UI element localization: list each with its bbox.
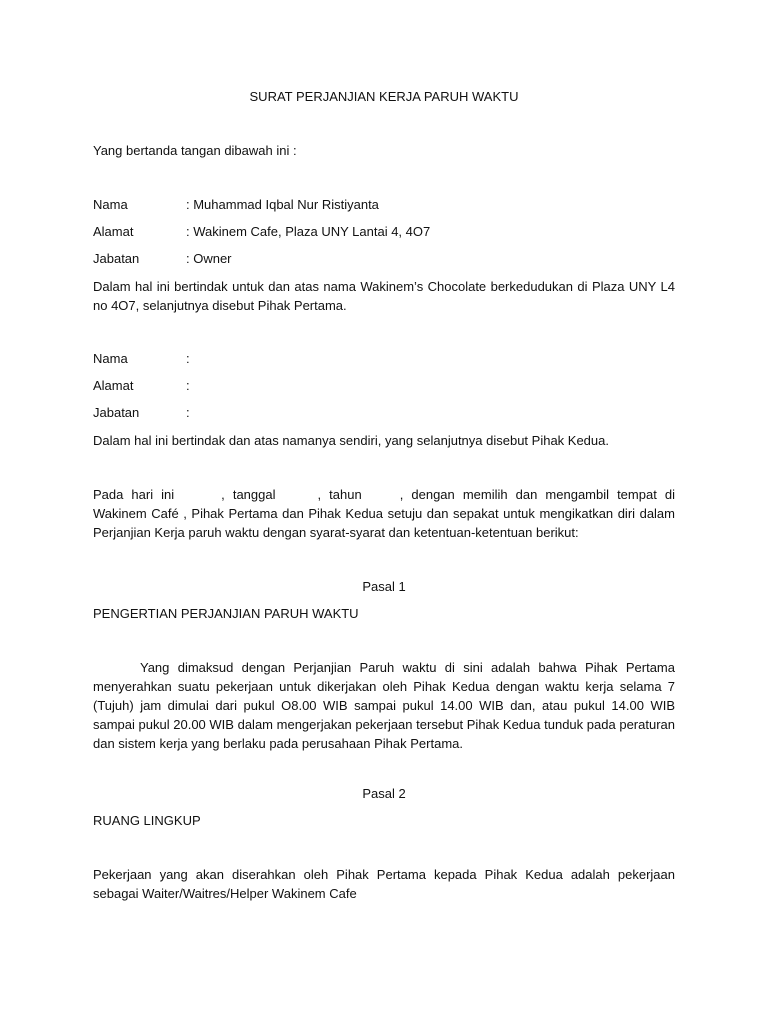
- party1-nama-label: Nama: [93, 197, 128, 212]
- agreement-paragraph: [93, 485, 675, 542]
- party1-alamat-value: : Wakinem Cafe, Plaza UNY Lantai 4, 4O7: [186, 224, 431, 239]
- party2-nama-label: Nama: [93, 351, 128, 366]
- pasal1-body: Yang dimaksud dengan Perjanjian Paruh waktu di sini adalah bahwa Pihak Pertama menyerahkan suatu pekerjaan untuk dikerjakan oleh Pihak Kedua dengan waktu kerja selama 7 (Tujuh) jam dimulai dari pukul O8.00 WIB sampai pukul 14.00 WIB dan, atau pukul 14.00 WIB sampai pukul 20.00 WIB dalam mengerjakan pekerjaan tersebut Pihak Kedua tunduk pada peraturan dan sistem kerja yang berlaku pada perusahaan Pihak Pertama.: [93, 660, 675, 751]
- party2-alamat-label: Alamat: [93, 378, 134, 393]
- agreement-part3: , tahun: [317, 487, 362, 502]
- pasal1-title: PENGERTIAN PERJANJIAN PARUH WAKTU: [93, 606, 359, 621]
- party2-nama-colon: :: [186, 351, 190, 366]
- party1-jabatan-label: Jabatan: [93, 251, 140, 266]
- party2-statement: Dalam hal ini bertindak dan atas namanya sendiri, yang selanjutnya disebut Pihak Kedua.: [93, 433, 609, 448]
- party2-jabatan-label: Jabatan: [93, 405, 140, 420]
- party1-alamat-label: Alamat: [93, 224, 134, 239]
- agreement-part1: Pada hari ini: [93, 487, 175, 502]
- document-title: SURAT PERJANJIAN KERJA PARUH WAKTU: [249, 89, 519, 104]
- party2-alamat-colon: :: [186, 378, 190, 393]
- agreement-part2: , tanggal: [221, 487, 276, 502]
- party1-statement: Dalam hal ini bertindak untuk dan atas nama Wakinem’s Chocolate berkedudukan di Plaza UNY L4 no 4O7, selanjutnya disebut Pihak Pertama.: [93, 279, 675, 313]
- pasal2-body: Pekerjaan yang akan diserahkan oleh Pihak Pertama kepada Pihak Kedua adalah pekerjaan sebagai Waiter/Waitres/Helper Wakinem Cafe: [93, 867, 675, 901]
- party1-nama-value: : Muhammad Iqbal Nur Ristiyanta: [186, 197, 379, 212]
- pasal2-heading: Pasal 2: [362, 786, 406, 801]
- party2-jabatan-colon: :: [186, 405, 190, 420]
- pasal1-heading: Pasal 1: [362, 579, 406, 594]
- party1-jabatan-value: : Owner: [186, 251, 232, 266]
- agreement-part4: , dengan memilih dan mengambil tempat di Wakinem Café , Pihak Pertama dan Pihak Kedua setuju dan sepakat untuk mengikatkan diri dalam Perjanjian Kerja paruh waktu dengan syarat-syarat dan ketentuan-ketentuan berikut:: [93, 487, 675, 540]
- pasal2-title: RUANG LINGKUP: [93, 813, 201, 828]
- intro-text: Yang bertanda tangan dibawah ini :: [93, 143, 297, 158]
